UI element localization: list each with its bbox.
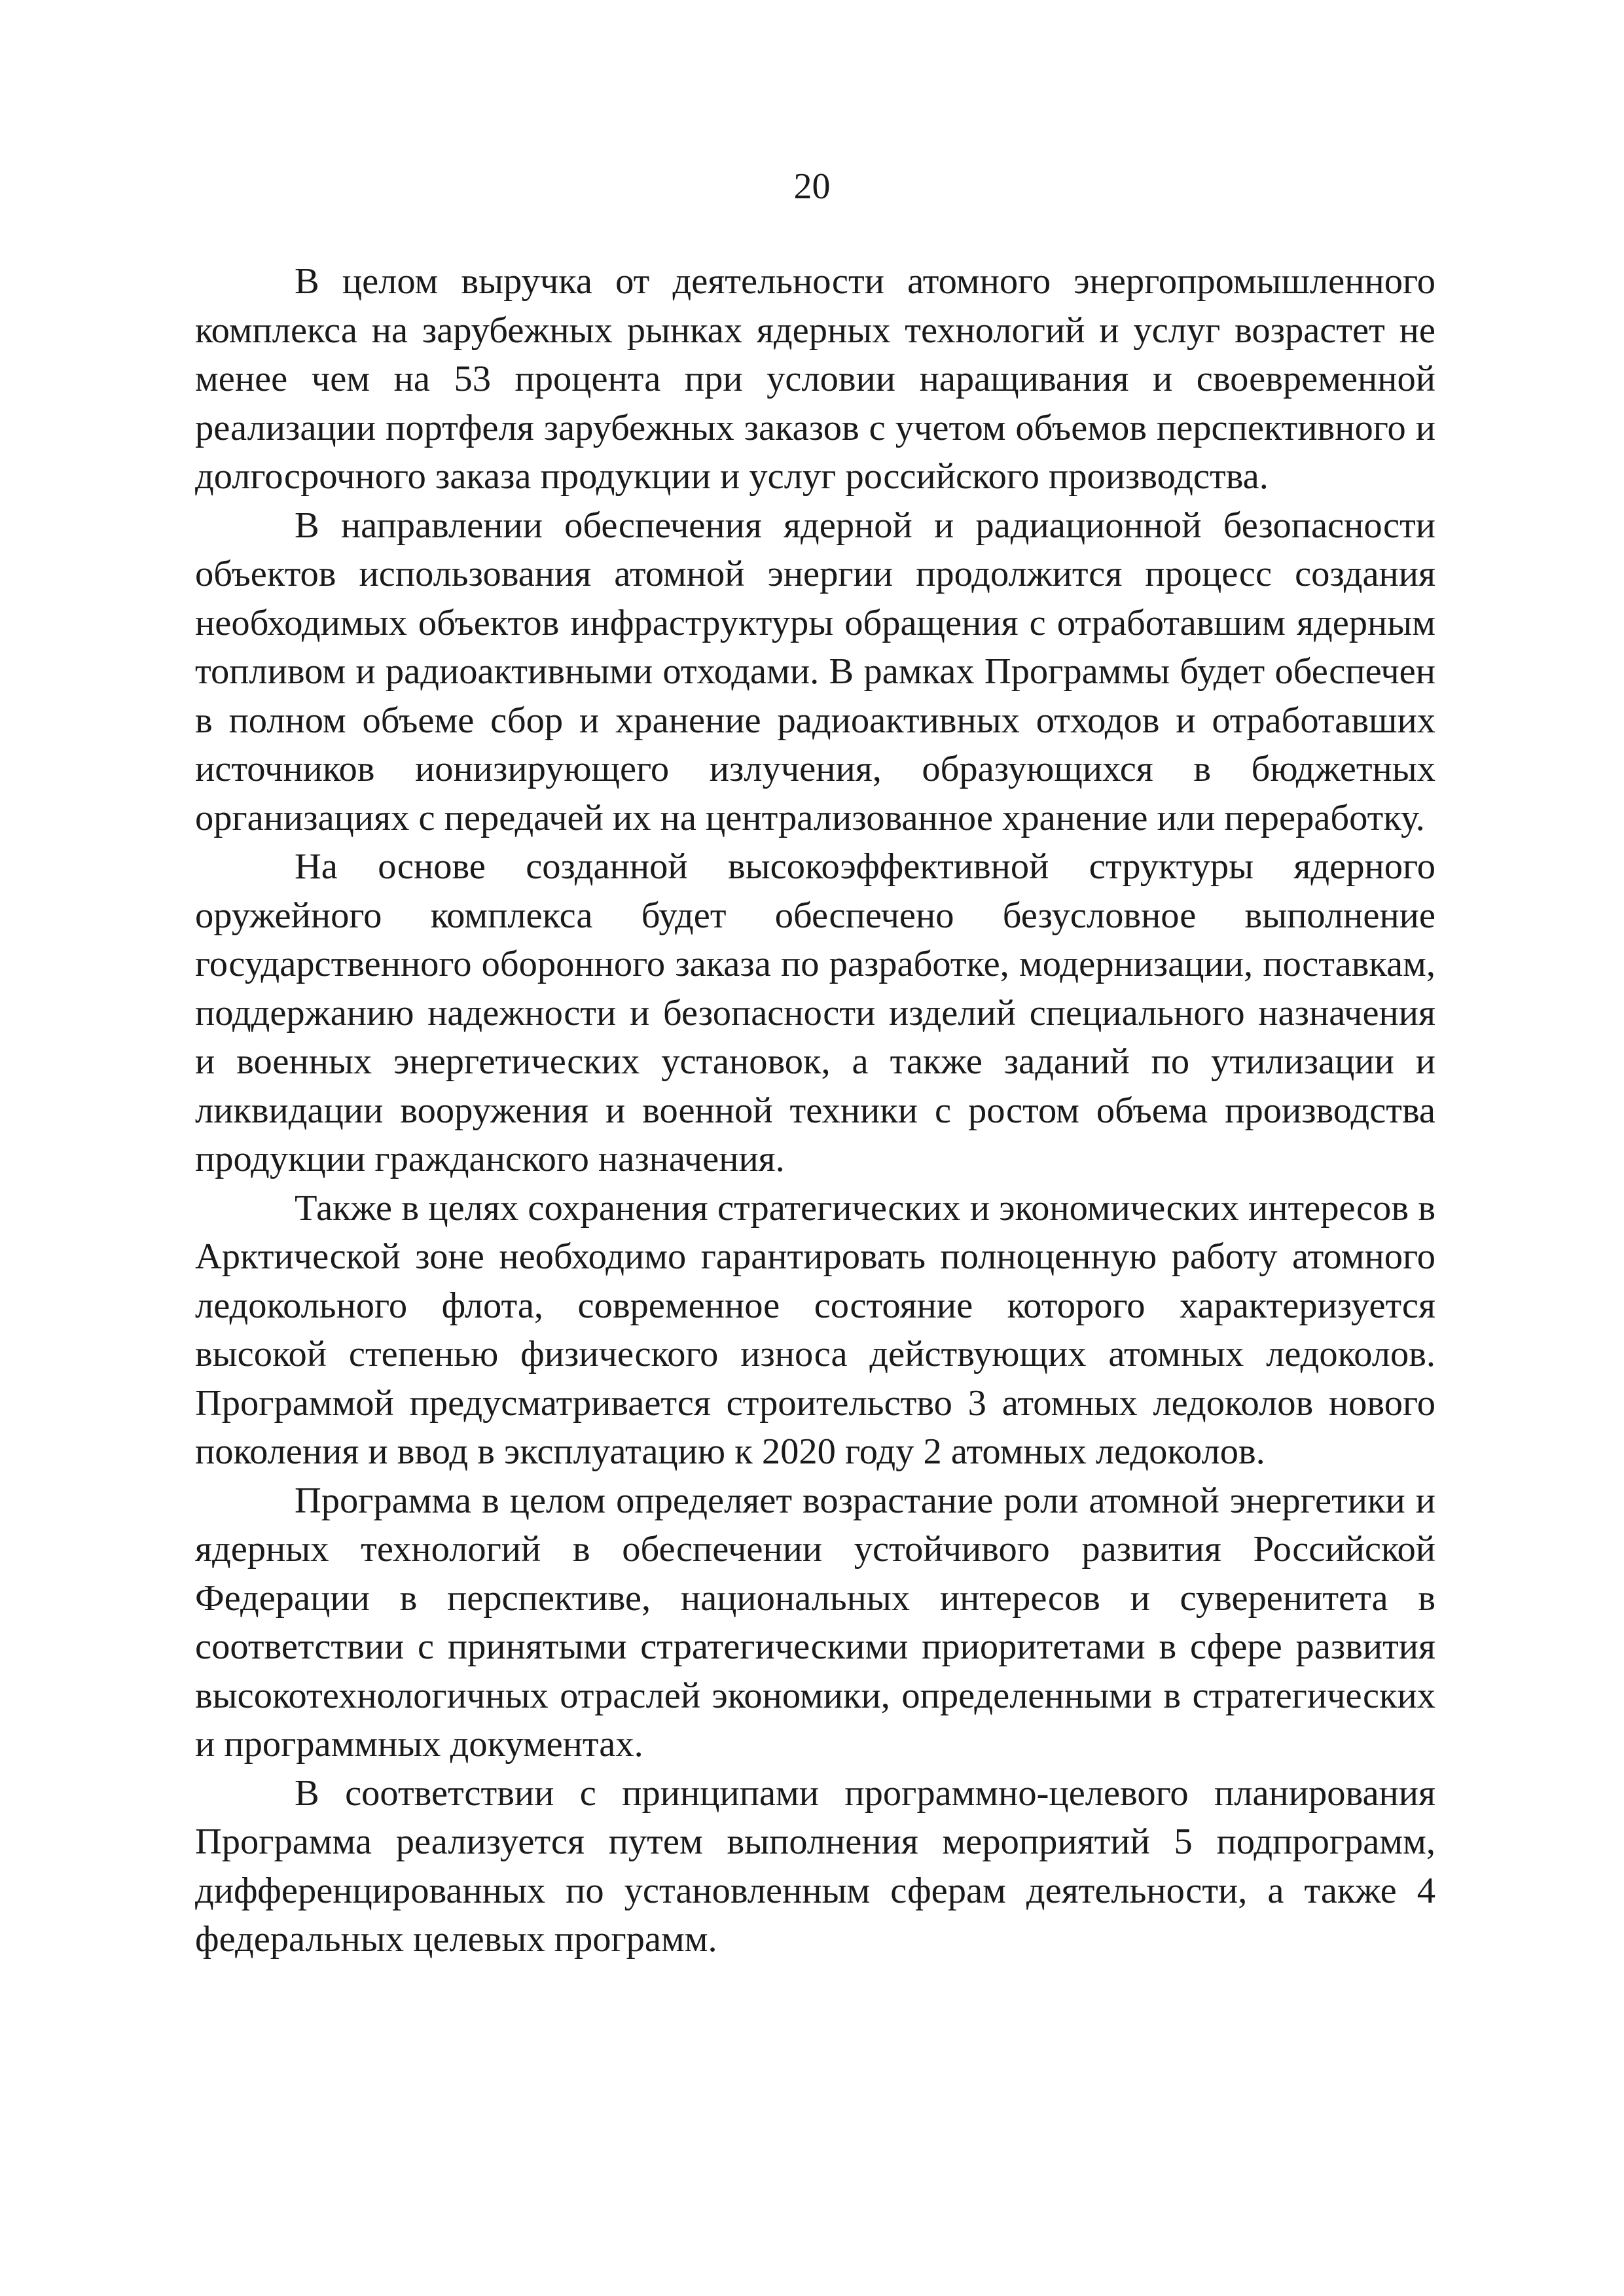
page-number: 20 (793, 166, 831, 207)
paragraph-program-role: Программа в целом определяет возрастание роли атомной энергетики и ядерных технологий в обеспечении устойчивого развития Российской Федерации в перспективе, национальных интересов и суверенитета в соответствии с принятыми стратегическими приоритетами в сфере развития высокотехнологичных отраслей экономики, определенными в стратегических и программных документах. (195, 1480, 1435, 1765)
document-body (195, 257, 1435, 1964)
paragraph-revenue: В целом выручка от деятельности атомного энергопромышленного комплекса на зарубежных рынках ядерных технологий и услуг возрастет не менее чем на 53 процента при условии наращивания и своевременной реализации портфеля зарубежных заказов с учетом объемов перспективного и долгосрочного заказа продукции и услуг российского производства. (195, 261, 1435, 497)
paragraph-icebreaker-fleet: Также в целях сохранения стратегических и экономических интересов в Арктической зоне необходимо гарантировать полноценную работу атомного ледокольного флота, современное состояние которого характеризуется высокой степенью физического износа действующих атомных ледоколов. Программой предусматривается строительство 3 атомных ледоколов нового поколения и ввод в эксплуатацию к 2020 году 2 атомных ледоколов. (195, 1187, 1435, 1472)
paragraph-nuclear-safety: В направлении обеспечения ядерной и радиационной безопасности объектов использования атомной энергии продолжится процесс создания необходимых объектов инфраструктуры обращения с отработавшим ядерным топливом и радиоактивными отходами. В рамках Программы будет обеспечен в полном объеме сбор и хранение радиоактивных отходов и отработавших источников ионизирующего излучения, образующихся в бюджетных организациях с передачей их на централизованное хранение или переработку. (195, 505, 1435, 838)
paragraph-subprograms: В соответствии с принципами программно-целевого планирования Программа реализуется путем выполнения мероприятий 5 подпрограмм, дифференцированных по установленным сферам деятельности, а также 4 федеральных целевых программ. (195, 1772, 1435, 1960)
paragraph-weapons-complex: На основе созданной высокоэффективной структуры ядерного оружейного комплекса будет обеспечено безусловное выполнение государственного оборонного заказа по разработке, модернизации, поставкам, поддержанию надежности и безопасности изделий специального назначения и военных энергетических установок, а также заданий по утилизации и ликвидации вооружения и военной техники с ростом объема производства продукции гражданского назначения. (195, 846, 1435, 1179)
